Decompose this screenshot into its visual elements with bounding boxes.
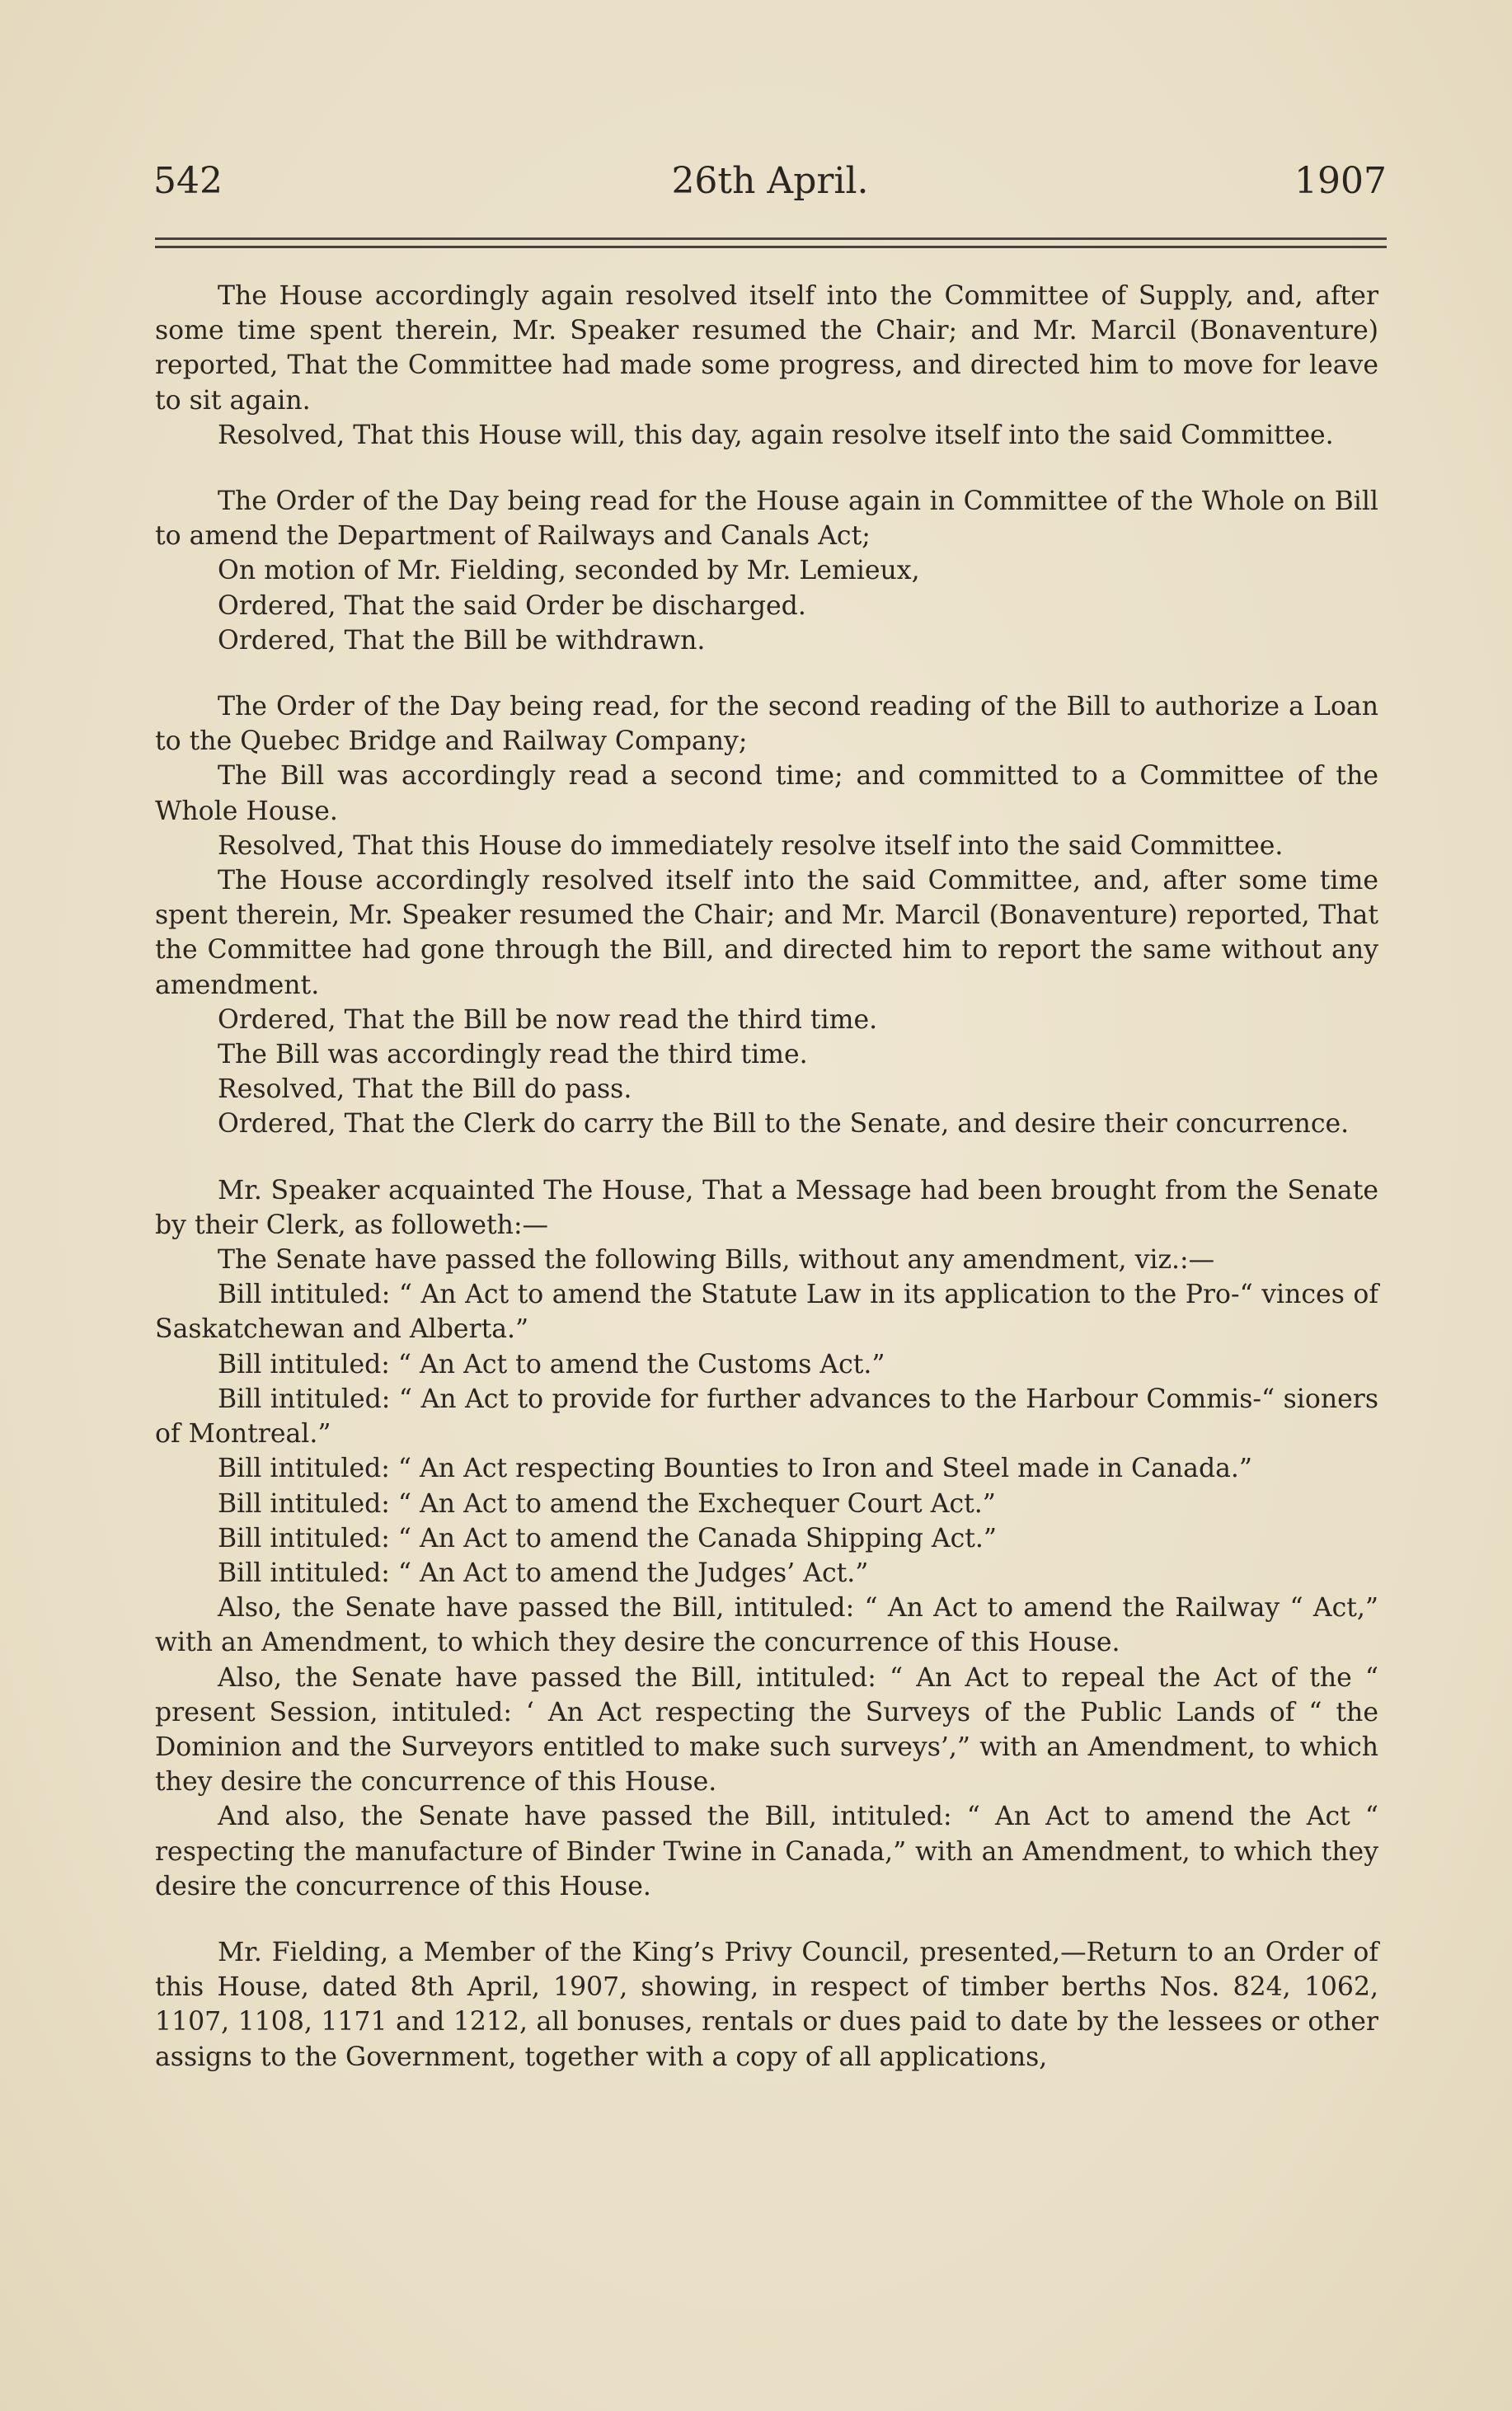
section-gap: [155, 1904, 1378, 1935]
paragraph: And also, the Senate have passed the Bill, intituled: “ An Act to amend the Act “ respecting the manufacture of Binder Twine in Canada,” with an Amendment, to which they desire the concurrence of this House.: [155, 1802, 1378, 1901]
paragraph: Ordered, That the said Order be discharged.: [218, 590, 806, 621]
paragraph: Bill intituled: “ An Act to amend the Exchequer Court Act.”: [218, 1488, 996, 1519]
paragraph: Also, the Senate have passed the Bill, intituled: “ An Act to repeal the Act of the “ present Session, intituled: ‘ An Act respecting the Surveys of the Public Lands of “ the Dominion and the Surveyors entitled to make such surveys’,” with an Amendment, to which they desire the concurrence of this House.: [155, 1662, 1378, 1798]
header-year: 1907: [1294, 160, 1387, 202]
paragraph: The House accordingly again resolved itself into the Committee of Supply, and, after some time spent therein, Mr. Speaker resumed the Chair; and Mr. Marcil (Bonaventure) reported, That the Committee had made some progress, and directed him to move for leave to sit again.: [155, 281, 1378, 416]
paragraph: Bill intituled: “ An Act to amend the Statute Law in its application to the Pro-“ vinces of Saskatchewan and Alberta.”: [155, 1280, 1378, 1345]
paragraph: Bill intituled: “ An Act to amend the Customs Act.”: [218, 1349, 885, 1379]
paragraph: The Bill was accordingly read a second time; and committed to a Committee of the Whole House.: [155, 761, 1378, 826]
paragraph: The House accordingly resolved itself into the said Committee, and, after some time spent therein, Mr. Speaker resumed the Chair; and Mr. Marcil (Bonaventure) reported, That the Committee had gone through the Bill, and directed him to report the same without any amendment.: [155, 866, 1378, 1000]
paragraph: The Bill was accordingly read the third time.: [218, 1040, 808, 1070]
header-date: 26th April.: [671, 160, 869, 202]
paragraph: Resolved, That the Bill do pass.: [218, 1074, 632, 1105]
paragraph: Ordered, That the Bill be withdrawn.: [218, 625, 706, 656]
paragraph: Also, the Senate have passed the Bill, intituled: “ An Act to amend the Railway “ Act,” with an Amendment, to which they desire the concurrence of this House.: [155, 1593, 1378, 1658]
header-rule-top: [155, 237, 1387, 240]
paragraph: Bill intituled: “ An Act to amend the Judges’ Act.”: [218, 1558, 869, 1588]
paragraph: The Order of the Day being read, for the second reading of the Bill to authorize a Loan to the Quebec Bridge and Railway Company;: [155, 692, 1378, 757]
paragraph: Resolved, That this House will, this day, again resolve itself into the said Committee.: [218, 420, 1334, 450]
paragraph: The Senate have passed the following Bills, without any amendment, viz.:—: [218, 1245, 1215, 1276]
paragraph: Bill intituled: “ An Act to provide for further advances to the Harbour Commis-“ sioners of Montreal.”: [155, 1384, 1378, 1450]
page-header: [153, 157, 1387, 206]
paragraph: Mr. Fielding, a Member of the King’s Privy Council, presented,—Return to an Order of this House, dated 8th April, 1907, showing, in respect of timber berths Nos. 824, 1062, 1107, 1108, 1171 and 1212, all bonuses, rentals or dues paid to date by the lessees or other assigns to the Government, together with a copy of all applications,: [155, 1937, 1378, 2072]
journal-body: [155, 279, 1378, 2075]
page-number: 542: [153, 160, 223, 202]
section-gap: [155, 453, 1378, 484]
paragraph: Bill intituled: “ An Act to amend the Canada Shipping Act.”: [218, 1523, 998, 1553]
paragraph: Bill intituled: “ An Act respecting Bounties to Iron and Steel made in Canada.”: [218, 1454, 1253, 1484]
paragraph: Resolved, That this House do immediately resolve itself into the said Committee.: [218, 830, 1284, 861]
paragraph: The Order of the Day being read for the House again in Committee of the Whole on Bill to amend the Department of Railways and Canals Act;: [155, 486, 1378, 552]
header-rule-bottom: [155, 246, 1387, 248]
paragraph: Ordered, That the Bill be now read the third time.: [218, 1004, 878, 1035]
paragraph: On motion of Mr. Fielding, seconded by Mr. Lemieux,: [218, 556, 920, 586]
paragraph: Ordered, That the Clerk do carry the Bill to the Senate, and desire their concurrence.: [218, 1109, 1350, 1140]
section-gap: [155, 658, 1378, 689]
paragraph: Mr. Speaker acquainted The House, That a Message had been brought from the Senate by their Clerk, as followeth:—: [155, 1175, 1378, 1240]
section-gap: [155, 1142, 1378, 1173]
